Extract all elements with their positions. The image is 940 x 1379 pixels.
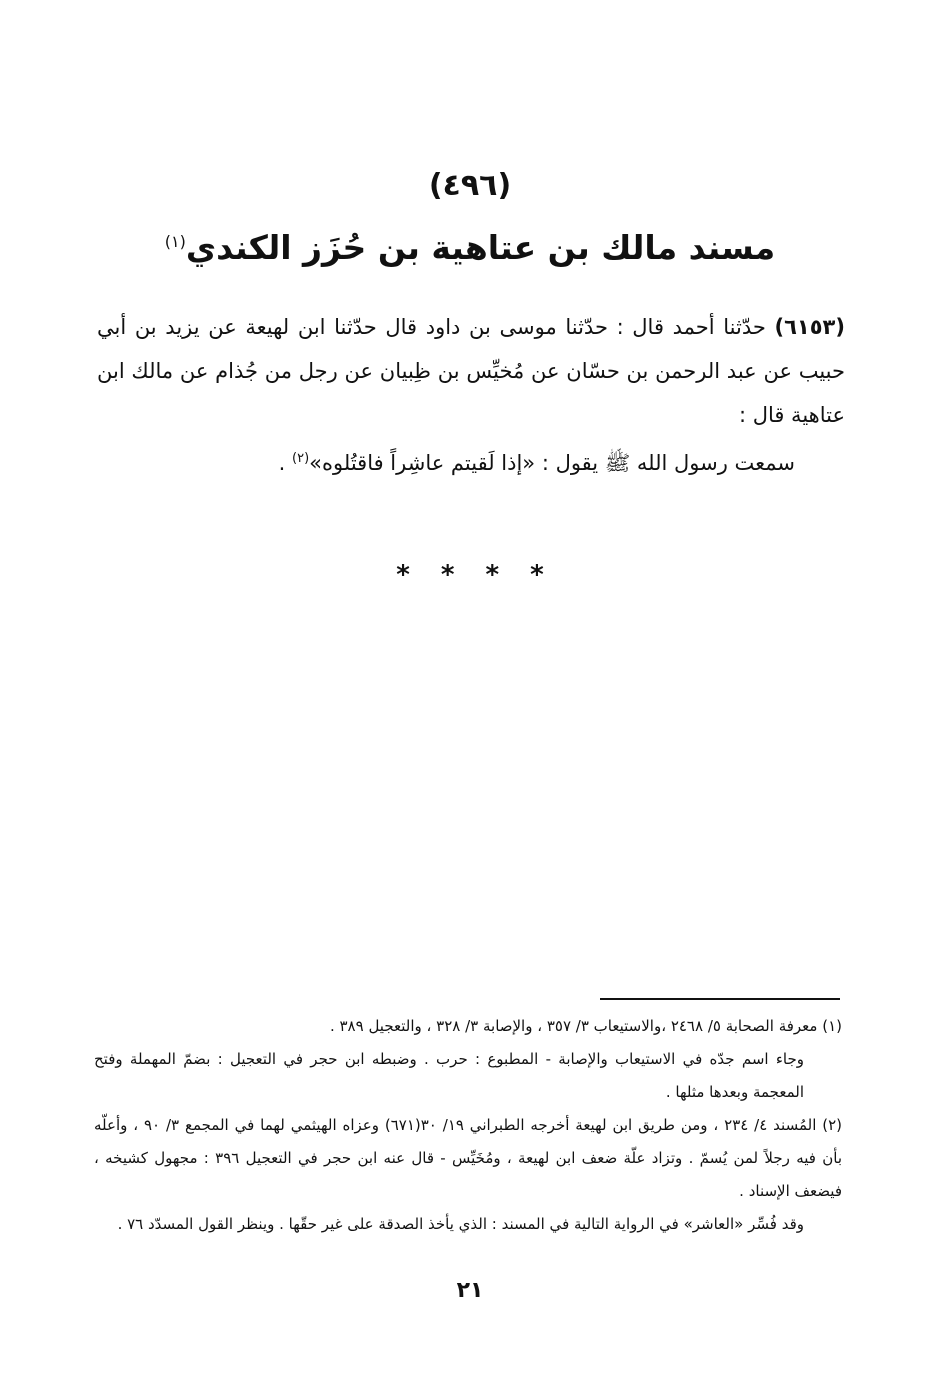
footnote-2: (٢) المُسند ٤/ ٢٣٤ ، ومن طريق ابن لهيعة أخرجه الطبراني ١٩/ ٣٠(٦٧١) وعزاه الهيثمي لهما في المجمع ٣/ ٩٠ ، وأعلّه بأن فيه رجلاً لمن يُسمّ . وتزاد علّة ضعف ابن لهيعة ، ومُخَيِّس - قال عنه ابن حجر في التعجيل ٣٩٦ : مجهول كشيخه ، فيضعف الإسناد . [94, 1116, 843, 1200]
footnotes [94, 1010, 842, 1241]
hadith-chain-text: حدّثنا أحمد قال : حدّثنا موسى بن داود قال حدّثنا ابن لهيعة عن يزيد بن أبي حبيب عن عبد الرحمن بن حسّان عن مُخيِّس بن ظِبيان عن رجل من جُذام عن مالك ابن عتاهية قال : [97, 315, 845, 427]
hadith-number: (٦١٥٣) [774, 315, 845, 339]
footnote-2-continued: وقد فُسِّر «العاشر» في الرواية التالية في المسند : الذي يأخذ الصدقة على غير حقّها . وينظر القول المسدّد ٧٦ . [117, 1215, 804, 1233]
section-title-text: مسند مالك بن عتاهية بن حُزَز الكندي [185, 228, 776, 267]
hadith-quote-text: سمعت رسول الله ﷺ يقول : «إذا لَقيتم عاشِراً فاقتُلوه» [309, 451, 795, 475]
section-number: (٤٩٦) [428, 168, 512, 203]
section-title [0, 228, 940, 267]
footnote-1: (١) معرفة الصحابة ٥/ ٢٤٦٨ ،والاستيعاب ٣/ ٣٥٧ ، والإصابة ٣/ ٣٢٨ ، والتعجيل ٣٨٩ . [329, 1017, 842, 1035]
quote-footnote-ref: (٢) [292, 451, 310, 466]
title-footnote-ref: (١) [164, 232, 186, 251]
footnote-divider [600, 998, 840, 1000]
footnote-1-continued: وجاء اسم جدّه في الاستيعاب والإصابة - المطبوع : حرب . وضبطه ابن حجر في التعجيل : بضمّ المهملة وفتح المعجمة وبعدها مثلها . [94, 1050, 804, 1101]
page-number: ٢١ [456, 1278, 484, 1303]
hadith-chain [97, 305, 845, 437]
hadith-body [97, 305, 845, 485]
section-separator: * * * * [396, 560, 544, 590]
quote-end: . [278, 451, 293, 475]
hadith-quote [97, 437, 845, 485]
